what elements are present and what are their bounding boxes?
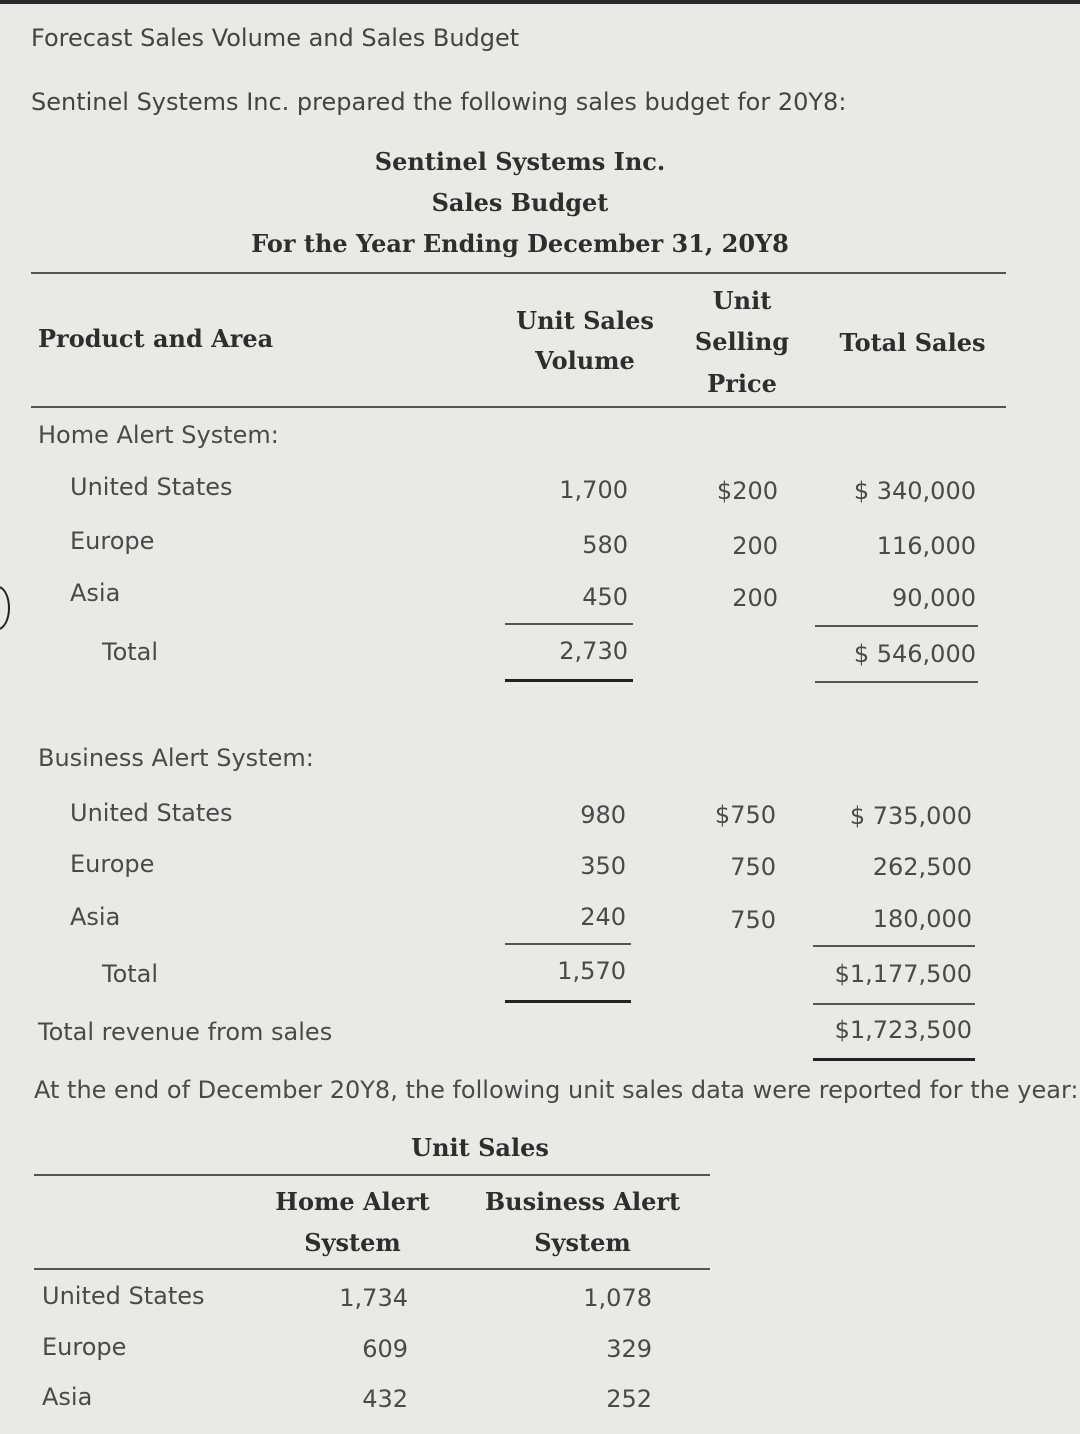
actual-row-area: United States — [42, 1282, 205, 1310]
home-row-price: 200 — [732, 532, 778, 560]
budget-title: Sales Budget — [431, 188, 609, 217]
top-border — [0, 0, 1080, 4]
business-total-volume: 1,570 — [557, 957, 626, 985]
business-row-volume: 240 — [580, 903, 626, 931]
actual-row-business: 1,078 — [583, 1284, 652, 1312]
business-row-total: 180,000 — [872, 905, 972, 933]
actual-header-rule — [34, 1268, 710, 1270]
home-row-price: 200 — [732, 584, 778, 612]
header-volume-1: Unit Sales — [516, 306, 654, 335]
home-row-area: Asia — [70, 579, 121, 607]
header-product-area: Product and Area — [38, 324, 274, 353]
actual-row-home: 432 — [362, 1385, 408, 1413]
business-total-sales: $1,177,500 — [834, 960, 972, 988]
business-section-label: Business Alert System: — [38, 744, 314, 772]
home-row-total: 90,000 — [892, 584, 976, 612]
business-row-price: 750 — [730, 853, 776, 881]
actual-header-business-2: System — [534, 1228, 631, 1257]
header-total-sales: Total Sales — [839, 328, 986, 357]
actual-header-home-2: System — [304, 1228, 401, 1257]
actual-top-rule — [34, 1174, 710, 1176]
header-bottom-rule — [31, 406, 1006, 408]
home-total-rule — [505, 679, 633, 682]
revenue-double-rule — [813, 1058, 975, 1061]
home-total-label: Total — [102, 638, 159, 666]
home-subtotal-rule — [815, 625, 978, 627]
actual-row-area: Europe — [42, 1333, 127, 1361]
business-row-area: United States — [70, 799, 233, 827]
actual-intro: At the end of December 20Y8, the following unit sales data were reported for the year: — [34, 1076, 1079, 1104]
header-top-rule — [31, 272, 1006, 274]
header-price-3: Price — [707, 369, 777, 398]
home-row-area: Europe — [70, 527, 155, 555]
actual-table-title: Unit Sales — [411, 1133, 549, 1162]
company-name: Sentinel Systems Inc. — [374, 147, 666, 176]
home-row-total: 116,000 — [876, 532, 976, 560]
business-row-price: $750 — [714, 801, 776, 829]
home-row-volume: 450 — [582, 583, 628, 611]
actual-row-home: 1,734 — [339, 1284, 408, 1312]
actual-row-business: 329 — [606, 1335, 652, 1363]
home-total-rule — [815, 681, 978, 683]
actual-row-home: 609 — [362, 1335, 408, 1363]
actual-header-business-1: Business Alert — [484, 1187, 681, 1216]
home-row-volume: 580 — [582, 531, 628, 559]
business-total-label: Total — [102, 960, 159, 988]
revenue-label: Total revenue from sales — [38, 1018, 333, 1046]
header-volume-2: Volume — [535, 346, 635, 375]
business-row-volume: 980 — [580, 801, 626, 829]
actual-row-area: Asia — [42, 1383, 93, 1411]
actual-header-home-1: Home Alert — [275, 1187, 430, 1216]
actual-row-business: 252 — [606, 1385, 652, 1413]
business-row-price: 750 — [730, 906, 776, 934]
home-total-volume: 2,730 — [559, 637, 628, 665]
home-row-volume: 1,700 — [559, 476, 628, 504]
business-row-total: 262,500 — [872, 853, 972, 881]
header-price-2: Selling — [694, 327, 790, 356]
home-row-total: $ 340,000 — [853, 477, 976, 505]
edge-bracket — [0, 586, 10, 630]
business-row-total: $ 735,000 — [849, 802, 972, 830]
business-row-volume: 350 — [580, 852, 626, 880]
header-price-1: Unit — [712, 286, 772, 315]
business-total-rule — [813, 1003, 975, 1005]
home-subtotal-rule — [505, 623, 633, 625]
home-row-area: United States — [70, 473, 233, 501]
home-section-label: Home Alert System: — [38, 421, 279, 449]
business-row-area: Europe — [70, 850, 155, 878]
budget-period: For the Year Ending December 31, 20Y8 — [251, 229, 789, 258]
home-total-sales: $ 546,000 — [853, 640, 976, 668]
intro-text: Sentinel Systems Inc. prepared the following sales budget for 20Y8: — [31, 88, 847, 116]
revenue-value: $1,723,500 — [834, 1016, 972, 1044]
business-row-area: Asia — [70, 903, 121, 931]
business-subtotal-rule — [813, 945, 975, 947]
business-subtotal-rule — [505, 943, 631, 945]
home-row-price: $200 — [716, 477, 778, 505]
business-total-rule — [505, 1000, 631, 1003]
page-heading: Forecast Sales Volume and Sales Budget — [31, 24, 520, 52]
